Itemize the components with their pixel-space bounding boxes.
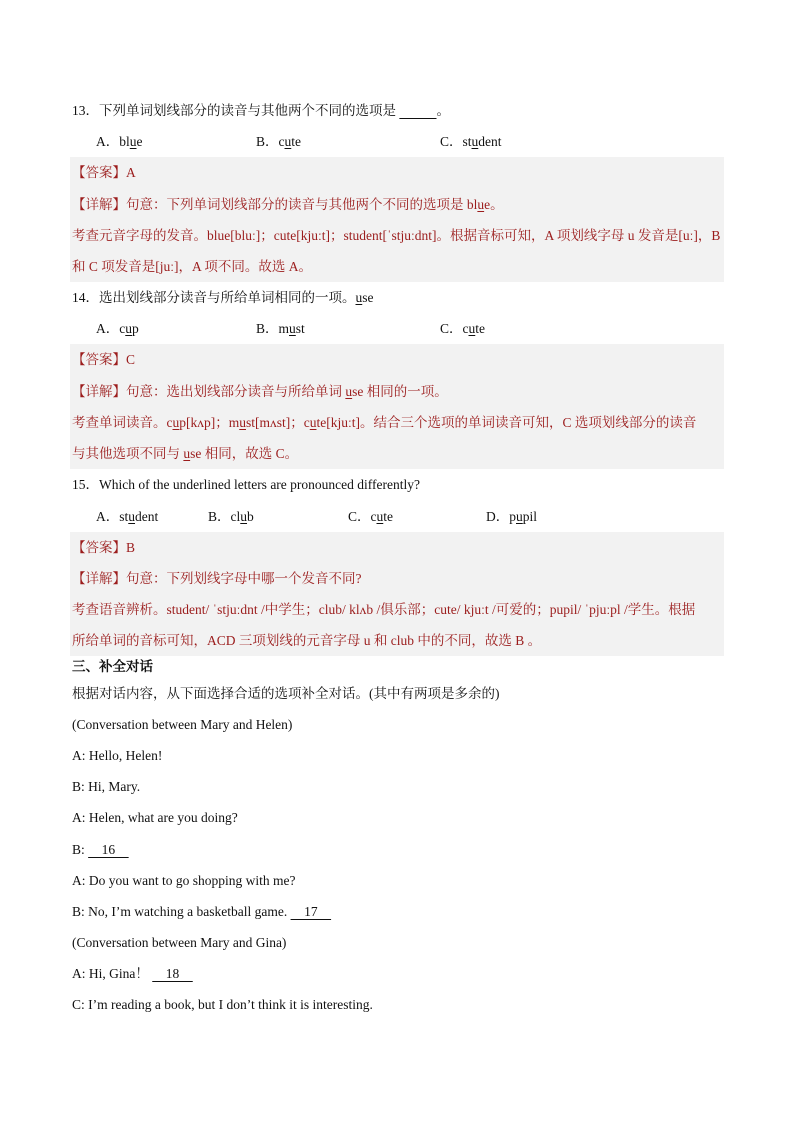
detail-14-line-3 <box>72 445 298 463</box>
answer-15 <box>72 539 135 557</box>
detail-underlined: u <box>183 446 191 461</box>
option-letter: A． <box>96 321 120 336</box>
option-word-post: te <box>475 321 486 336</box>
q15-option-d <box>486 508 537 526</box>
option-word-post: te <box>291 134 302 149</box>
detail-text: 句意：下列划线字母中哪一个发音不同? <box>126 571 362 586</box>
detail-text: se 相同，故选 C。 <box>190 446 299 461</box>
detail-text: p[kʌp]；m <box>179 415 240 430</box>
detail-15-line-2: 考查语音辨析。student/ ˈstjuːdnt /中学生；club/ klʌb /俱乐部；cute/ kjuːt /可爱的；pupil/ ˈpjuːpl /学生。根据 <box>72 602 696 617</box>
dialogue-line <box>72 903 331 921</box>
q13-option-a <box>96 133 143 151</box>
option-letter: D． <box>486 509 510 524</box>
detail-tag: 【详解】 <box>72 384 126 399</box>
option-word-pre: cl <box>230 509 241 524</box>
detail-text: e。 <box>484 197 504 212</box>
detail-text: te[kjuːt]。结合三个选项的单词读音可知，C 选项划线部分的读音 <box>316 415 697 430</box>
q13-option-b <box>256 133 301 151</box>
option-word-underlined: u <box>471 134 479 149</box>
q15-option-a <box>96 508 158 526</box>
option-word-post: te <box>383 509 394 524</box>
detail-underlined: u <box>172 415 180 430</box>
answer-blank-18[interactable]: 18 <box>152 966 193 981</box>
answer-blank-16[interactable]: 16 <box>88 842 129 857</box>
detail-tag: 【详解】 <box>72 571 126 586</box>
dialogue-line: A: Helen, what are you doing? <box>72 810 238 825</box>
q14-option-a <box>96 320 139 338</box>
option-word-pre: st <box>119 509 129 524</box>
answer-tag: 【答案】 <box>72 540 126 555</box>
q14-option-b <box>256 320 305 338</box>
option-letter: C． <box>440 134 463 149</box>
answer-14 <box>72 351 135 369</box>
option-word-post: b <box>247 509 254 524</box>
answer-blank-17[interactable]: 17 <box>290 904 332 919</box>
section-heading: 三、补全对话 <box>72 659 153 674</box>
option-word-underlined: u <box>125 321 132 336</box>
option-letter: B． <box>256 134 279 149</box>
option-word-post: pil <box>522 509 538 524</box>
dialogue-line: (Conversation between Mary and Helen) <box>72 717 293 732</box>
detail-underlined: u <box>239 415 246 430</box>
dialogue-line: A: Do you want to go shopping with me? <box>72 873 296 888</box>
question-14-word-post: se <box>362 290 374 305</box>
detail-14-line-2 <box>72 414 696 432</box>
detail-15-line-3: 所给单词的音标可知，ACD 三项划线的元音字母 u 和 club 中的不同，故选 B 。 <box>72 633 542 648</box>
option-letter: B． <box>256 321 279 336</box>
dialogue-text: A: Hi, Gina！ <box>72 966 153 981</box>
question-13 <box>72 102 450 120</box>
option-letter: A． <box>96 509 120 524</box>
detail-13-line-3: 和 C 项发音是[juː]，A 项不同。故选 A。 <box>72 259 313 274</box>
option-word-underlined: u <box>289 321 296 336</box>
q15-option-c <box>348 508 393 526</box>
dialogue-line: (Conversation between Mary and Gina) <box>72 935 287 950</box>
question-14-text: 14．选出划线部分读音与所给单词相同的一项。 <box>72 290 356 305</box>
detail-underlined: u <box>309 415 317 430</box>
answer-value: A <box>126 165 136 180</box>
detail-14-line-1 <box>72 383 448 401</box>
answer-13 <box>72 164 136 182</box>
option-word-post: st <box>295 321 305 336</box>
option-word-post: dent <box>478 134 502 149</box>
option-word-pre: c <box>119 321 126 336</box>
detail-tag: 【详解】 <box>72 197 126 212</box>
option-word-pre: c <box>370 509 377 524</box>
question-13-end: 。 <box>436 103 450 118</box>
option-word-underlined: u <box>284 134 292 149</box>
question-13-blank <box>399 102 436 120</box>
option-letter: C． <box>348 509 371 524</box>
question-14 <box>72 289 374 307</box>
q15-option-b <box>208 508 254 526</box>
dialogue-text: B: No, I’m watching a basketball game. <box>72 904 291 919</box>
option-word-post: dent <box>135 509 159 524</box>
option-word-pre: bl <box>119 134 130 149</box>
detail-13-line-1 <box>72 196 504 214</box>
answer-tag: 【答案】 <box>72 165 126 180</box>
option-word-underlined: u <box>129 134 137 149</box>
option-word-underlined: u <box>376 509 384 524</box>
q14-option-c <box>440 320 485 338</box>
answer-value: B <box>126 540 136 555</box>
option-word-post: p <box>132 321 139 336</box>
detail-underlined: u <box>345 384 353 399</box>
dialogue-line: A: Hello, Helen! <box>72 748 163 763</box>
option-word-pre: p <box>509 509 516 524</box>
dialogue-line: B: Hi, Mary. <box>72 779 141 794</box>
detail-underlined: u <box>477 197 485 212</box>
q13-option-c <box>440 133 502 151</box>
detail-text: 句意：选出划线部分读音与所给单词 <box>126 384 346 399</box>
option-word-underlined: u <box>240 509 248 524</box>
option-word-underlined: u <box>128 509 136 524</box>
option-word-pre: c <box>278 134 285 149</box>
section-instruction: 根据对话内容，从下面选择合适的选项补全对话。(其中有两项是多余的) <box>72 686 500 701</box>
option-word-underlined: u <box>516 509 523 524</box>
dialogue-text: B: <box>72 842 89 857</box>
question-15: 15．Which of the underlined letters are pronounced differently? <box>72 477 420 492</box>
option-word-underlined: u <box>468 321 476 336</box>
detail-13-line-2: 考查元音字母的发音。blue[bluː]；cute[kjuːt]；student[ˈstjuːdnt]。根据音标可知，A 项划线字母 u 发音是[uː]，B <box>72 228 721 243</box>
question-14-underlined: u <box>355 290 363 305</box>
detail-text: st[mʌst]；c <box>246 415 310 430</box>
option-letter: C． <box>440 321 463 336</box>
detail-text: 考查单词读音。c <box>72 415 173 430</box>
dialogue-line: C: I’m reading a book, but I don’t think it is interesting. <box>72 997 373 1012</box>
detail-text: 与其他选项不同与 <box>72 446 184 461</box>
option-word-post: e <box>136 134 143 149</box>
option-word-pre: st <box>462 134 472 149</box>
answer-tag: 【答案】 <box>72 352 126 367</box>
detail-15-line-1 <box>72 570 362 588</box>
detail-text: 句意：下列单词划线部分的读音与其他两个不同的选项是 bl <box>126 197 478 212</box>
dialogue-line <box>72 841 129 859</box>
dialogue-line <box>72 965 193 983</box>
answer-value: C <box>126 352 136 367</box>
question-13-text: 13．下列单词划线部分的读音与其他两个不同的选项是 <box>72 103 396 118</box>
option-word-pre: m <box>278 321 290 336</box>
option-letter: A． <box>96 134 120 149</box>
option-word-pre: c <box>462 321 469 336</box>
option-letter: B． <box>208 509 231 524</box>
detail-text: se 相同的一项。 <box>352 384 448 399</box>
